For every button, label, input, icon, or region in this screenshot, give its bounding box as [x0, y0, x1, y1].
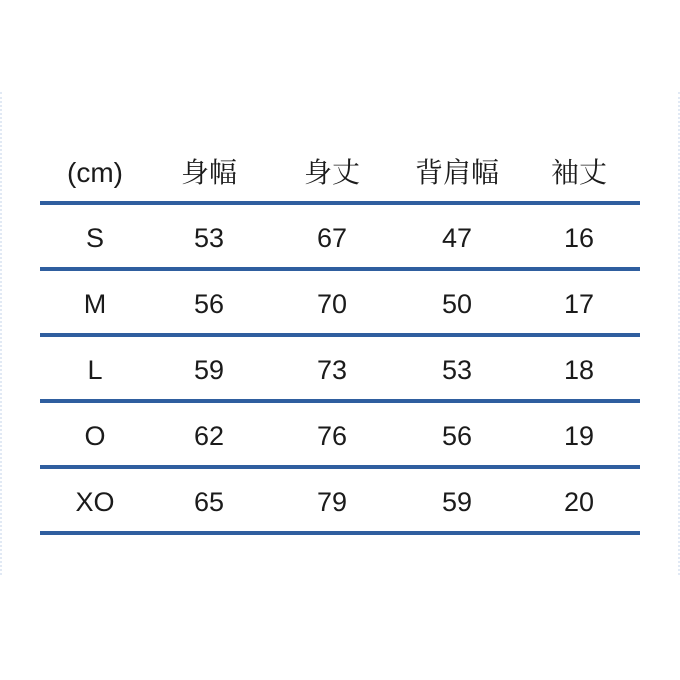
size-cell: M: [83, 289, 107, 319]
table-header-row: [40, 140, 640, 205]
value-cell: 76: [316, 421, 348, 451]
size-cell: L: [87, 355, 103, 385]
value-cell: 67: [316, 223, 348, 253]
value-cell: 59: [193, 355, 225, 385]
size-cell: O: [84, 421, 106, 451]
value-cell: 62: [193, 421, 225, 451]
value-cell: 59: [441, 487, 473, 517]
value-cell: 70: [316, 289, 348, 319]
table-row-size-o: [40, 403, 640, 469]
value-cell: 79: [316, 487, 348, 517]
column-header-shoulder-width: 背肩幅: [414, 156, 499, 188]
column-header-body-width: 身幅: [180, 156, 237, 188]
value-cell: 47: [441, 223, 473, 253]
table-row-size-s: [40, 205, 640, 271]
value-cell: 18: [563, 355, 595, 385]
column-header-sleeve-length: 袖丈: [550, 156, 607, 188]
value-cell: 50: [441, 289, 473, 319]
value-cell: 17: [563, 289, 595, 319]
unit-header-cell: (cm): [67, 156, 123, 188]
table-row-size-xo: [40, 469, 640, 535]
table-row-size-m: [40, 271, 640, 337]
size-chart-table: [40, 140, 640, 535]
value-cell: 73: [316, 355, 348, 385]
size-cell: XO: [75, 487, 115, 517]
size-cell: S: [85, 223, 104, 253]
value-cell: 53: [193, 223, 225, 253]
value-cell: 16: [563, 223, 595, 253]
value-cell: 65: [193, 487, 225, 517]
value-cell: 56: [193, 289, 225, 319]
value-cell: 53: [441, 355, 473, 385]
value-cell: 20: [563, 487, 595, 517]
value-cell: 19: [563, 421, 595, 451]
column-header-body-length: 身丈: [303, 156, 360, 188]
table-row-size-l: [40, 337, 640, 403]
value-cell: 56: [441, 421, 473, 451]
